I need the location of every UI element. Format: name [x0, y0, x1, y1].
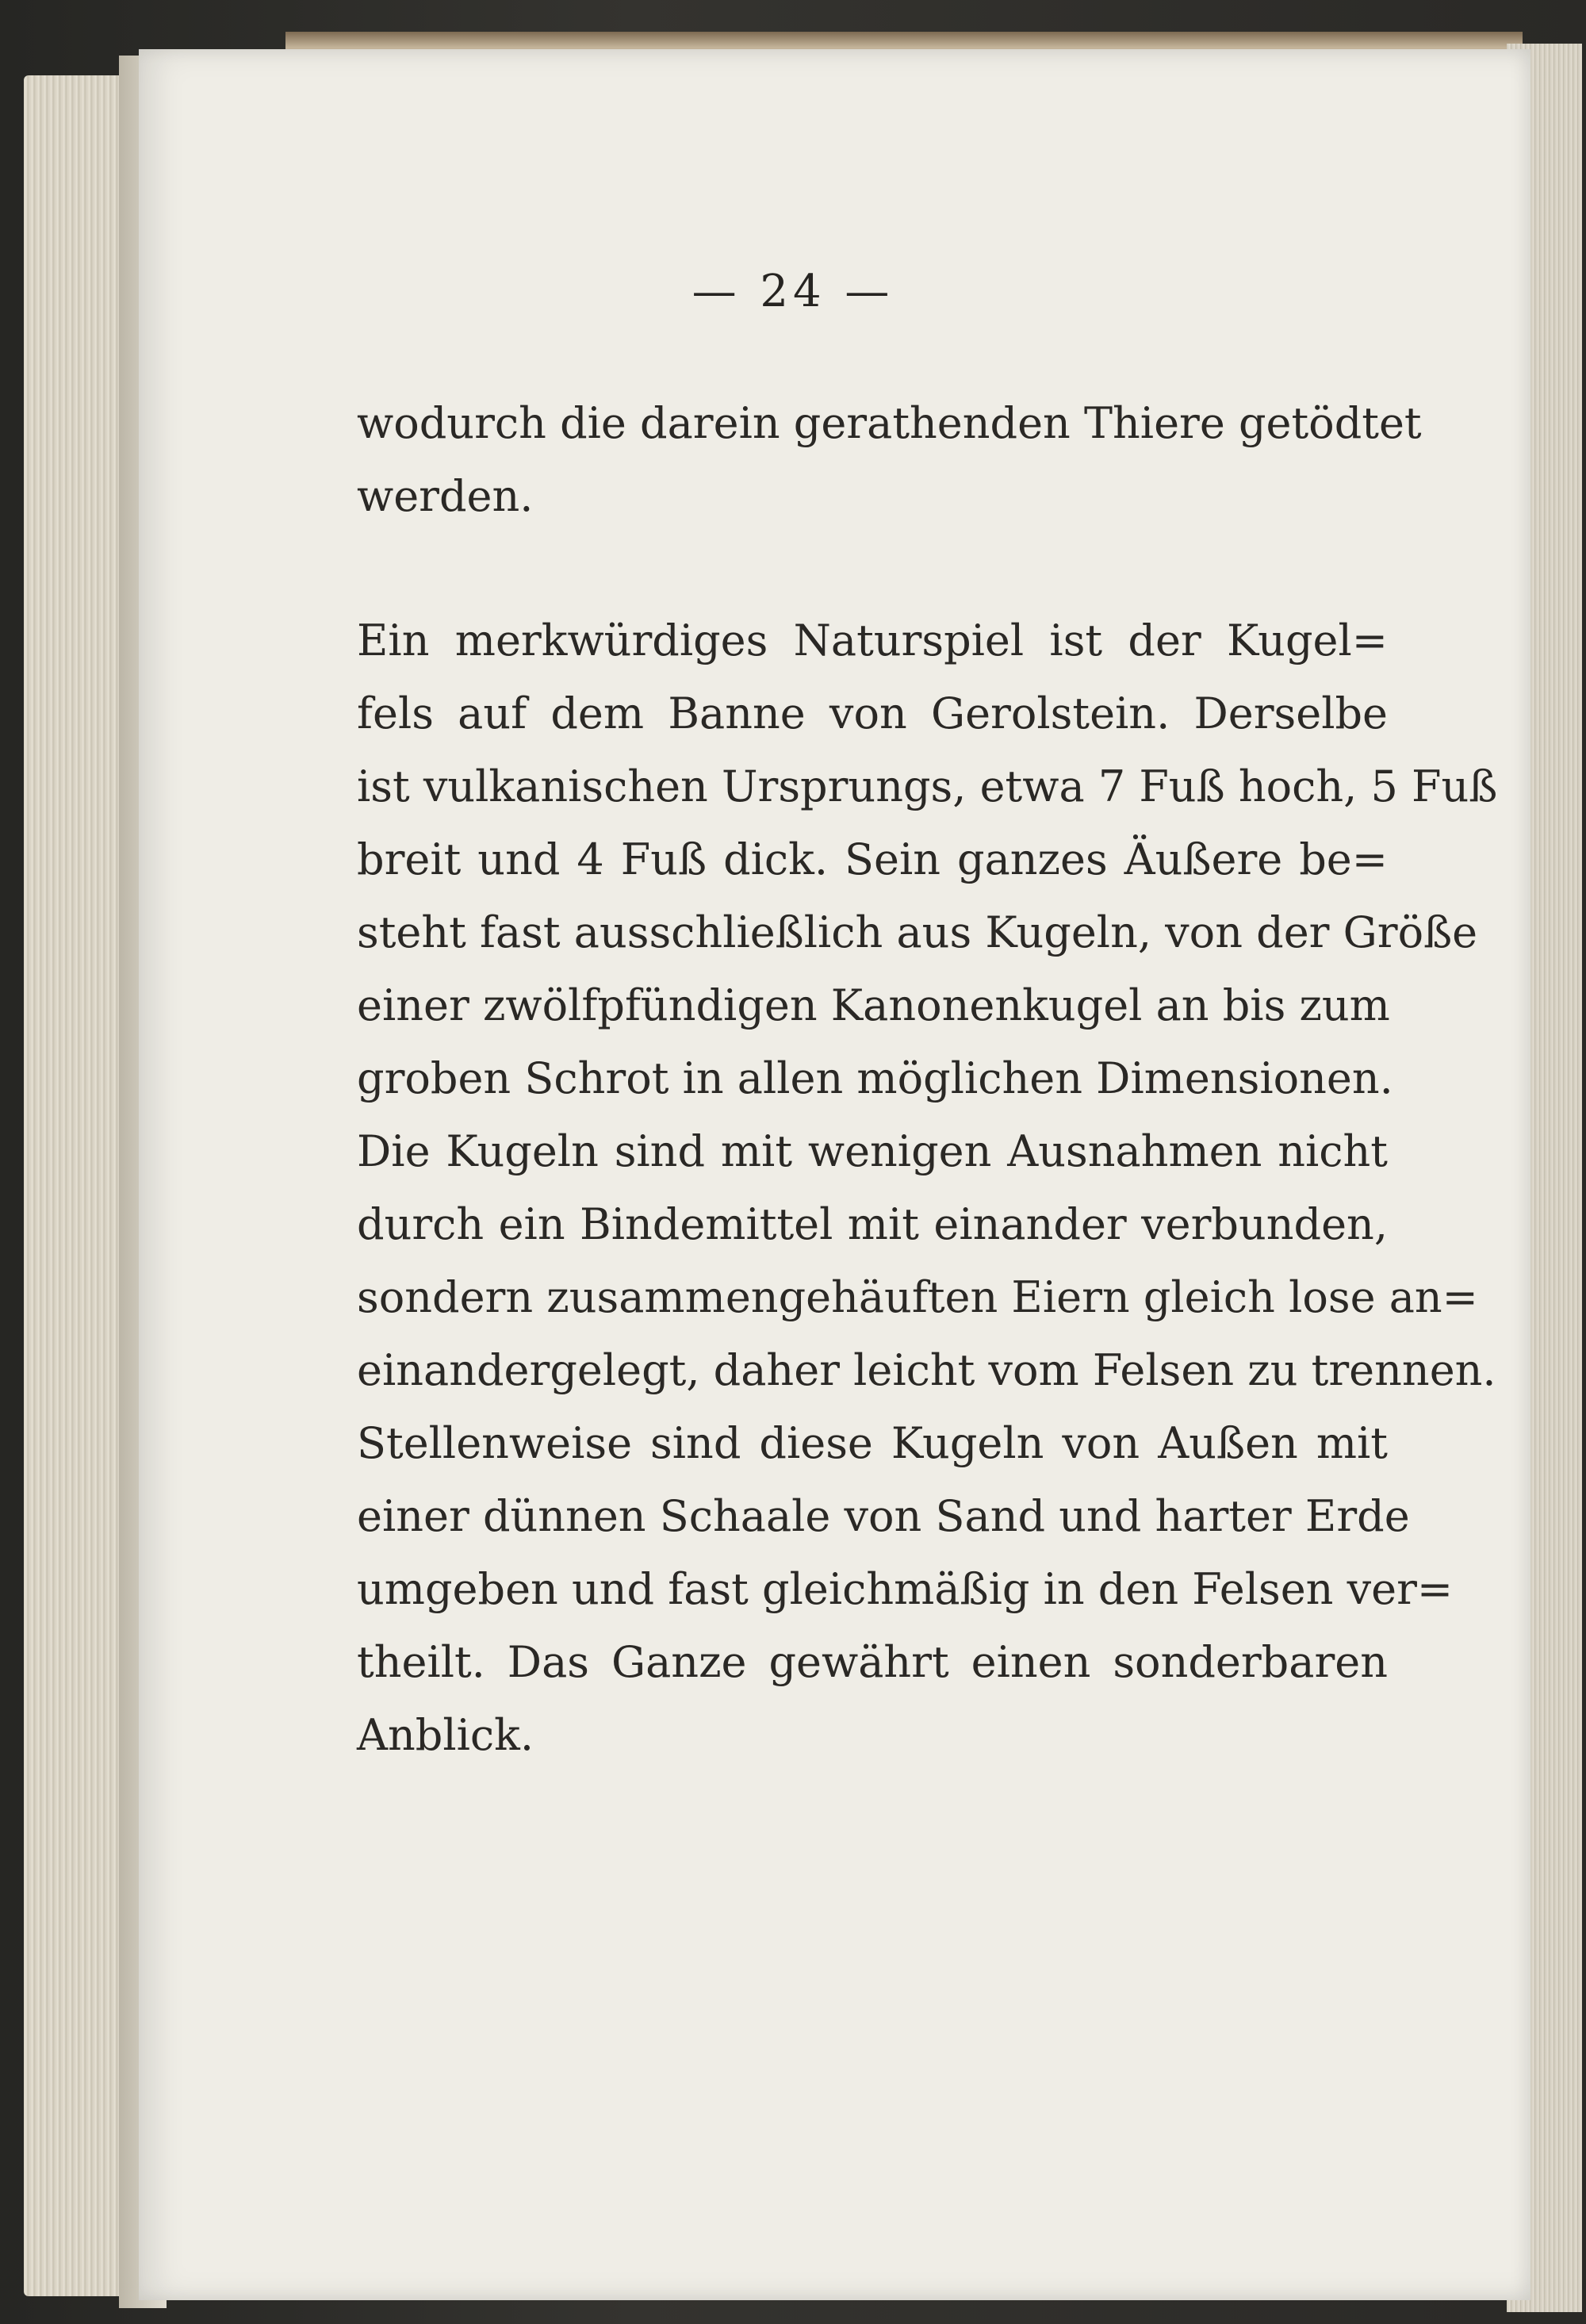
text-line: Ein merkwürdiges Naturspiel ist der Kugel=: [357, 616, 1388, 665]
text-line: Die Kugeln sind mit wenigen Ausnahmen nicht: [357, 1126, 1388, 1176]
text-line: einandergelegt, daher leicht vom Felsen zu trennen.: [357, 1345, 1496, 1395]
text-line: theilt. Das Ganze gewährt einen sonderbaren: [357, 1637, 1388, 1687]
text-line: einer dünnen Schaale von Sand und harter Erde: [357, 1491, 1410, 1541]
text-line: Anblick.: [357, 1710, 534, 1760]
text-line: umgeben und fast gleichmäßig in den Felsen ver=: [357, 1564, 1454, 1614]
page-number: — 24 —: [691, 266, 895, 317]
text-line: ist vulkanischen Ursprungs, etwa 7 Fuß hoch, 5 Fuß: [357, 761, 1498, 811]
text-line: steht fast ausschließlich aus Kugeln, von der Größe: [357, 907, 1478, 957]
text-line: wodurch die darein gerathenden Thiere getödtet: [357, 398, 1422, 448]
paragraph-gap: [357, 533, 1388, 604]
text-line: Stellenweise sind diese Kugeln von Außen mit: [357, 1418, 1388, 1468]
text-line: groben Schrot in allen möglichen Dimensionen.: [357, 1053, 1393, 1103]
body-text: [357, 387, 1498, 1772]
text-line: sondern zusammengehäuften Eiern gleich lose an=: [357, 1272, 1478, 1322]
text-line: breit und 4 Fuß dick. Sein ganzes Äußere be=: [357, 834, 1388, 884]
text-line: werden.: [357, 471, 534, 521]
text-line: fels auf dem Banne von Gerolstein. Derselbe: [357, 688, 1388, 738]
text-line: durch ein Bindemittel mit einander verbunden,: [357, 1199, 1388, 1249]
text-line: einer zwölfpfündigen Kanonenkugel an bis zum: [357, 980, 1390, 1030]
